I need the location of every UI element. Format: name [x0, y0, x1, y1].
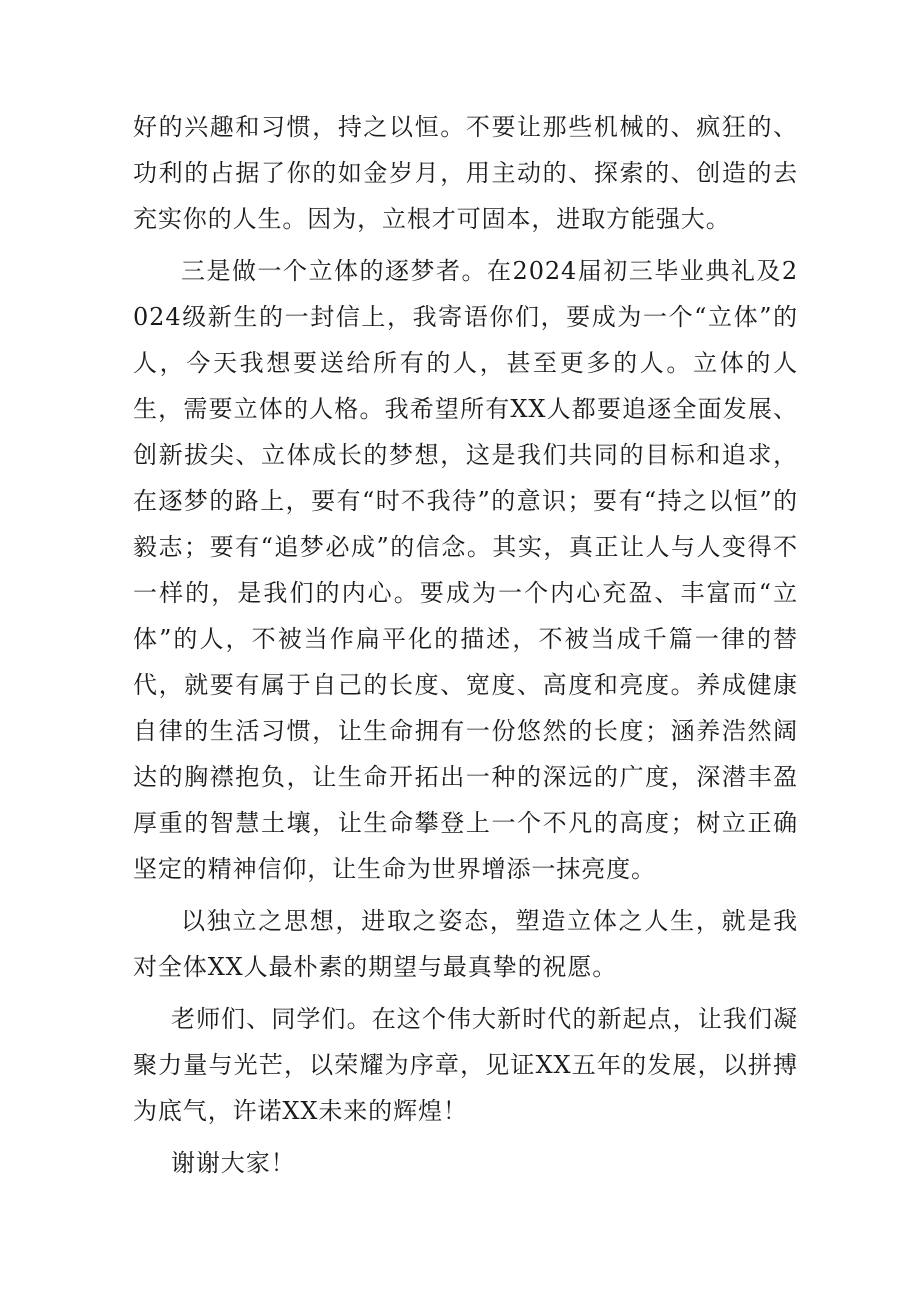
paragraph-appeal: 老师们、同学们。在这个伟大新时代的新起点，让我们凝聚力量与光芒，以荣耀为序章，见证XX五年的发展，以拼搏为底气，许诺XX未来的辉煌！ [133, 1005, 798, 1125]
body-text [133, 104, 798, 1192]
paragraph-continuation: 好的兴趣和习惯，持之以恒。不要让那些机械的、疯狂的、功利的占据了你的如金岁月，用主动的、探索的、创造的去充实你的人生。因为，立根才可固本，进取方能强大。 [133, 113, 798, 233]
paragraph-dream-chaser: 三是做一个立体的逐梦者。在2024届初三毕业典礼及2024级新生的一封信上，我寄语你们，要成为一个“立体”的人，今天我想要送给所有的人，甚至更多的人。立体的人生，需要立体的人格。我希望所有XX人都要追逐全面发展、创新拔尖、立体成长的梦想，这是我们共同的目标和追求，在逐梦的路上，要有“时不我待”的意识；要有“持之以恒”的毅志；要有“追梦必成”的信念。其实，真正让人与人变得不一样的，是我们的内心。要成为一个内心充盈、丰富而“立体”的人，不被当作扁平化的描述，不被当成千篇一律的替代，就要有属于自己的长度、宽度、高度和亮度。养成健康自律的生活习惯，让生命拥有一份悠然的长度；涵养浩然阔达的胸襟抱负，让生命开拓出一种的深远的广度，深潜丰盈厚重的智慧土壤，让生命攀登上一个不凡的高度；树立正确坚定的精神信仰，让生命为世界增添一抹亮度。 [133, 257, 798, 883]
paragraph-thanks: 谢谢大家！ [171, 1149, 296, 1177]
paragraph-wish: 以独立之思想，进取之姿态，塑造立体之人生，就是我对全体XX人最朴素的期望与最真挚的祝愿。 [133, 907, 798, 981]
